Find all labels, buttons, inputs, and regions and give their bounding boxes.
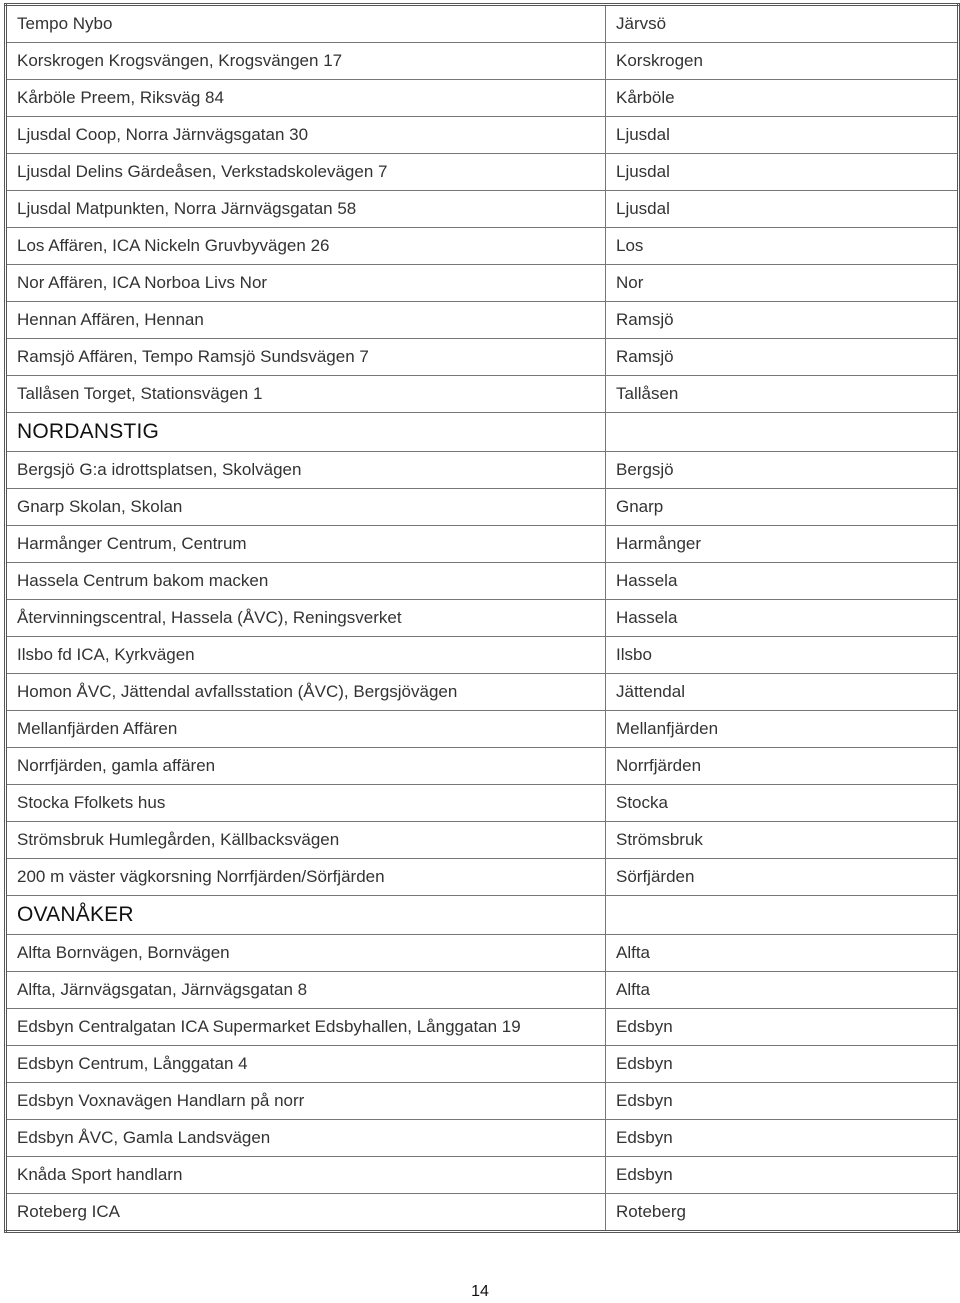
station-location-cell: Hennan Affären, Hennan: [6, 302, 606, 339]
table-row: [6, 1046, 959, 1083]
locality-cell: Los: [606, 228, 959, 265]
station-location-cell: Edsbyn Centrum, Långgatan 4: [6, 1046, 606, 1083]
locality-cell: Ljusdal: [606, 154, 959, 191]
table-row: [6, 376, 959, 413]
station-location-cell: Stocka Ffolkets hus: [6, 785, 606, 822]
locality-cell: Edsbyn: [606, 1083, 959, 1120]
station-location-cell: Gnarp Skolan, Skolan: [6, 489, 606, 526]
section-heading: NORDANSTIG: [6, 413, 606, 452]
locality-cell: Ilsbo: [606, 637, 959, 674]
station-location-cell: Alfta, Järnvägsgatan, Järnvägsgatan 8: [6, 972, 606, 1009]
page-number: 14: [471, 1283, 489, 1300]
table-row: [6, 80, 959, 117]
station-location-cell: Ljusdal Coop, Norra Järnvägsgatan 30: [6, 117, 606, 154]
station-location-cell: Bergsjö G:a idrottsplatsen, Skolvägen: [6, 452, 606, 489]
table-row: [6, 265, 959, 302]
station-location-cell: Los Affären, ICA Nickeln Gruvbyvägen 26: [6, 228, 606, 265]
station-location-cell: Tempo Nybo: [6, 5, 606, 43]
table-row: [6, 489, 959, 526]
section-heading-empty-cell: [606, 413, 959, 452]
table-row: [6, 43, 959, 80]
table-row: [6, 1120, 959, 1157]
station-location-cell: Roteberg ICA: [6, 1194, 606, 1232]
locality-cell: Sörfjärden: [606, 859, 959, 896]
locality-cell: Bergsjö: [606, 452, 959, 489]
locality-cell: Roteberg: [606, 1194, 959, 1232]
section-heading-empty-cell: [606, 896, 959, 935]
station-location-cell: 200 m väster vägkorsning Norrfjärden/Sörfjärden: [6, 859, 606, 896]
table-row: [6, 972, 959, 1009]
station-location-cell: Knåda Sport handlarn: [6, 1157, 606, 1194]
locality-cell: Korskrogen: [606, 43, 959, 80]
locality-cell: Alfta: [606, 972, 959, 1009]
table-row: [6, 452, 959, 489]
station-location-cell: Alfta Bornvägen, Bornvägen: [6, 935, 606, 972]
locality-cell: Nor: [606, 265, 959, 302]
section-heading-row: [6, 896, 959, 935]
locality-cell: Edsbyn: [606, 1157, 959, 1194]
locality-cell: Edsbyn: [606, 1120, 959, 1157]
station-location-cell: Homon ÅVC, Jättendal avfallsstation (ÅVC), Bergsjövägen: [6, 674, 606, 711]
station-location-cell: Ljusdal Matpunkten, Norra Järnvägsgatan 58: [6, 191, 606, 228]
locality-cell: Strömsbruk: [606, 822, 959, 859]
station-location-cell: Återvinningscentral, Hassela (ÅVC), Reningsverket: [6, 600, 606, 637]
station-location-cell: Korskrogen Krogsvängen, Krogsvängen 17: [6, 43, 606, 80]
table-row: [6, 822, 959, 859]
station-location-cell: Nor Affären, ICA Norboa Livs Nor: [6, 265, 606, 302]
table-row: [6, 785, 959, 822]
recycling-stations-table: [4, 3, 960, 1233]
table-row: [6, 1083, 959, 1120]
table-row: [6, 117, 959, 154]
station-location-cell: Ramsjö Affären, Tempo Ramsjö Sundsvägen 7: [6, 339, 606, 376]
table-row: [6, 935, 959, 972]
table-row: [6, 674, 959, 711]
locality-cell: Tallåsen: [606, 376, 959, 413]
table-row: [6, 748, 959, 785]
station-location-cell: Mellanfjärden Affären: [6, 711, 606, 748]
locality-cell: Jättendal: [606, 674, 959, 711]
station-location-cell: Strömsbruk Humlegården, Källbacksvägen: [6, 822, 606, 859]
station-location-cell: Ljusdal Delins Gärdeåsen, Verkstadskolevägen 7: [6, 154, 606, 191]
table-row: [6, 1157, 959, 1194]
locality-cell: Edsbyn: [606, 1009, 959, 1046]
table-row: [6, 1009, 959, 1046]
station-location-cell: Edsbyn ÅVC, Gamla Landsvägen: [6, 1120, 606, 1157]
table-row: [6, 600, 959, 637]
locality-cell: Mellanfjärden: [606, 711, 959, 748]
station-location-cell: Hassela Centrum bakom macken: [6, 563, 606, 600]
locality-cell: Harmånger: [606, 526, 959, 563]
table-row: [6, 302, 959, 339]
table-row: [6, 711, 959, 748]
locality-cell: Edsbyn: [606, 1046, 959, 1083]
locality-cell: Kårböle: [606, 80, 959, 117]
station-location-cell: Tallåsen Torget, Stationsvägen 1: [6, 376, 606, 413]
table-row: [6, 339, 959, 376]
locality-cell: Stocka: [606, 785, 959, 822]
station-location-cell: Harmånger Centrum, Centrum: [6, 526, 606, 563]
table-row: [6, 5, 959, 43]
locality-cell: Norrfjärden: [606, 748, 959, 785]
table-row: [6, 191, 959, 228]
table-row: [6, 1194, 959, 1232]
locality-cell: Hassela: [606, 600, 959, 637]
station-location-cell: Edsbyn Centralgatan ICA Supermarket Edsbyhallen, Långgatan 19: [6, 1009, 606, 1046]
station-location-cell: Ilsbo fd ICA, Kyrkvägen: [6, 637, 606, 674]
table-row: [6, 526, 959, 563]
station-location-cell: Kårböle Preem, Riksväg 84: [6, 80, 606, 117]
locality-cell: Gnarp: [606, 489, 959, 526]
locality-cell: Järvsö: [606, 5, 959, 43]
section-heading-row: [6, 413, 959, 452]
station-location-cell: Norrfjärden, gamla affären: [6, 748, 606, 785]
table-row: [6, 154, 959, 191]
locality-cell: Ljusdal: [606, 117, 959, 154]
table-row: [6, 228, 959, 265]
locality-cell: Ramsjö: [606, 339, 959, 376]
station-location-cell: Edsbyn Voxnavägen Handlarn på norr: [6, 1083, 606, 1120]
locality-cell: Ljusdal: [606, 191, 959, 228]
table-row: [6, 859, 959, 896]
section-heading: OVANÅKER: [6, 896, 606, 935]
locality-cell: Alfta: [606, 935, 959, 972]
locality-cell: Hassela: [606, 563, 959, 600]
locality-cell: Ramsjö: [606, 302, 959, 339]
table-row: [6, 563, 959, 600]
table-row: [6, 637, 959, 674]
